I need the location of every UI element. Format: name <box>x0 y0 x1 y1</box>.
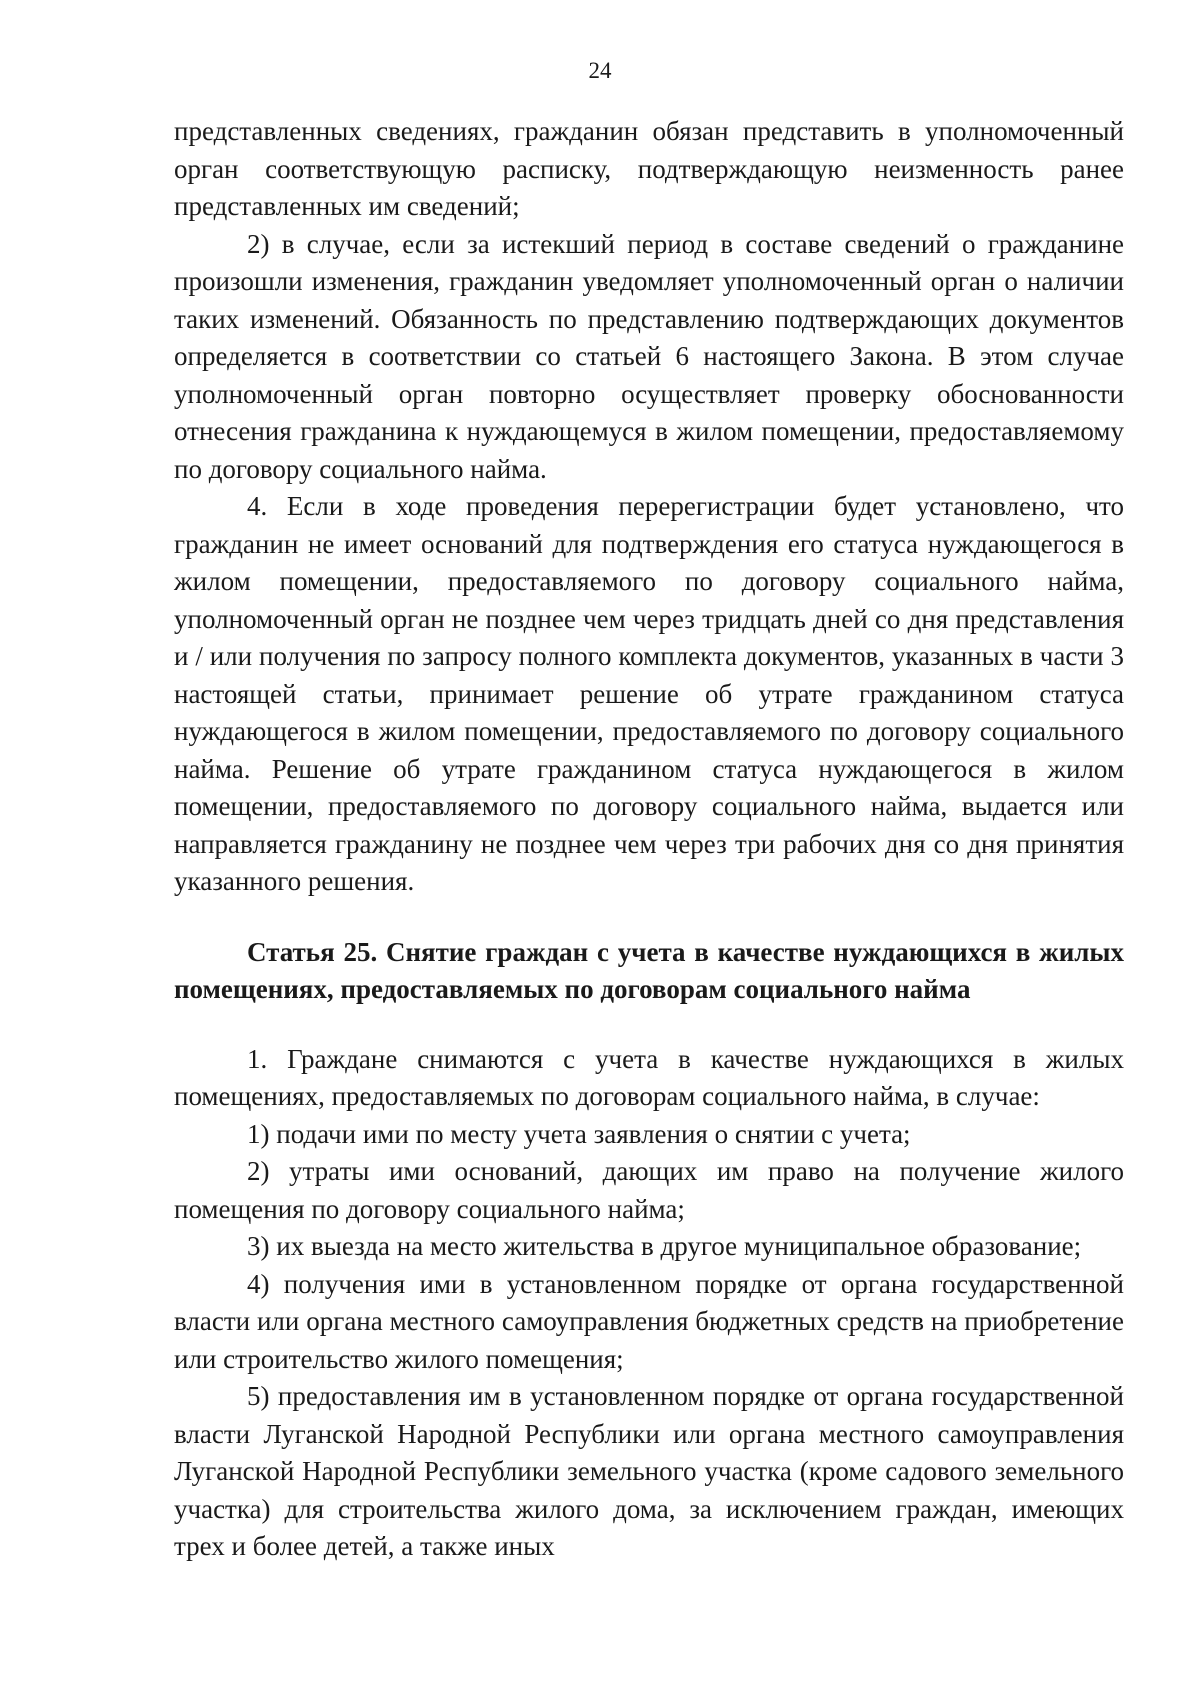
article-25-heading: Статья 25. Снятие граждан с учета в качестве нуждающихся в жилых помещениях, предоставляемых по договорам социального найма <box>174 936 1124 1004</box>
list-item-3: 3) их выезда на место жительства в другое муниципальное образование; <box>247 1231 1082 1261</box>
paragraph-continuation: представленных сведениях, гражданин обязан представить в уполномоченный орган соответствующую расписку, подтверждающую неизменность ранее представленных им сведений; <box>174 116 1124 221</box>
list-item-2: 2) утраты ими оснований, дающих им право на получение жилого помещения по договору социального найма; <box>174 1156 1124 1224</box>
document-body <box>174 113 1124 1566</box>
list-item-4: 4) получения ими в установленном порядке от органа государственной власти или органа местного самоуправления бюджетных средств на приобретение или строительство жилого помещения; <box>174 1268 1124 1374</box>
list-item-5: 5) предоставления им в установленном порядке от органа государственной власти Луганской Народной Республики или органа местного самоуправления Луганской Народной Республики земельного участка (кроме садового земельного участка) для строительства жилого дома, за исключением граждан, имеющих трех и более детей, а также иных <box>174 1381 1124 1561</box>
page-number: 24 <box>588 58 612 83</box>
list-item-1: 1) подачи ими по месту учета заявления о снятии с учета; <box>247 1118 911 1149</box>
paragraph-part-1: 1. Граждане снимаются с учета в качестве нуждающихся в жилых помещениях, предоставляемых по договорам социального найма, в случае: <box>174 1043 1124 1111</box>
paragraph-item-2: 2) в случае, если за истекший период в составе сведений о гражданине произошли изменения, гражданин уведомляет уполномоченный орган о наличии таких изменений. Обязанность по представлению подтверждающих документов определяется в соответствии со статьей 6 настоящего Закона. В этом случае уполномоченный орган повторно осуществляет проверку обоснованности отнесения гражданина к нуждающемуся в жилом помещении, предоставляемому по договору социального найма. <box>174 228 1124 484</box>
paragraph-part-4: 4. Если в ходе проведения перерегистрации будет установлено, что гражданин не имеет оснований для подтверждения его статуса нуждающегося в жилом помещении, предоставляемого по договору социального найма, уполномоченный орган не позднее чем через тридцать дней со дня представления и / или получения по запросу полного комплекта документов, указанных в части 3 настоящей статьи, принимает решение об утрате гражданином статуса нуждающегося в жилом помещении, предоставляемого по договору социального найма. Решение об утрате гражданином статуса нуждающегося в жилом помещении, предоставляемого по договору социального найма, выдается или направляется гражданину не позднее чем через три рабочих дня со дня принятия указанного решения. <box>174 491 1124 896</box>
